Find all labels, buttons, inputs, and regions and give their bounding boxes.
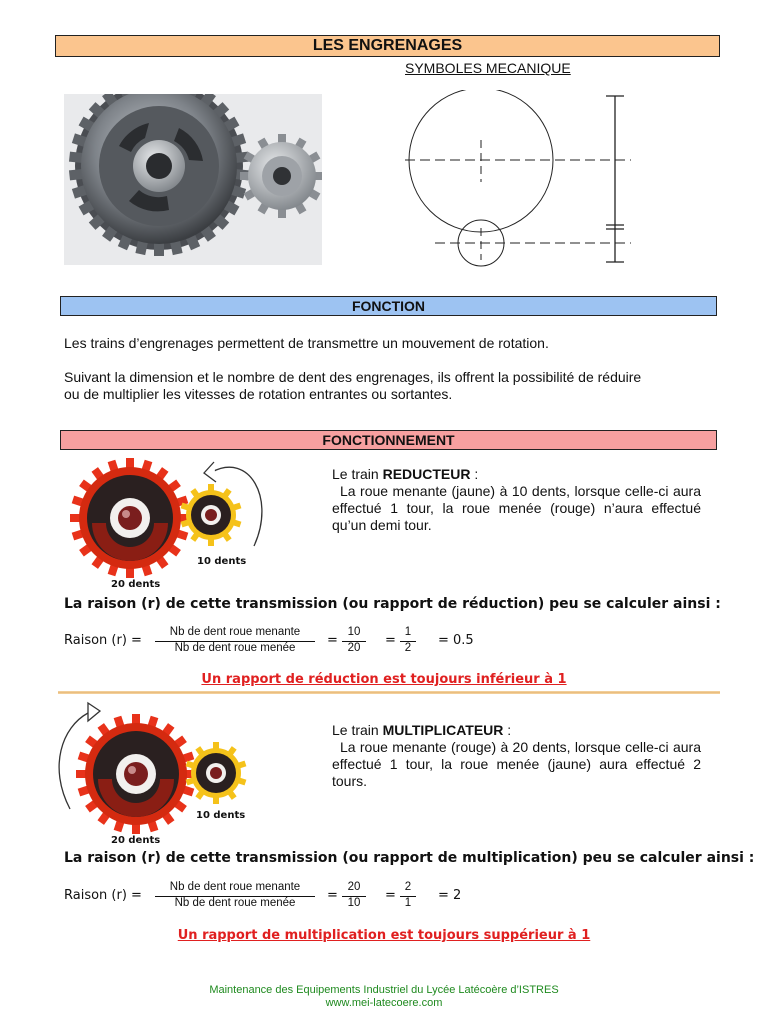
reducteur-equals-2: = <box>385 633 396 648</box>
multiplicateur-f2-num: 2 <box>404 881 412 893</box>
reducteur-result: = 0.5 <box>438 633 474 648</box>
reducteur-f1-den: 20 <box>347 642 361 654</box>
fonction-paragraph-1: Les trains d’engrenages permettent de transmettre un mouvement de rotation. <box>64 335 549 351</box>
multiplicateur-gear-figure <box>50 697 260 849</box>
multiplicateur-f1-num: 20 <box>347 881 361 893</box>
multiplicateur-f1-den: 10 <box>347 897 361 909</box>
footer-website: www.mei-latecoere.com <box>325 997 443 1009</box>
multiplicateur-raison-label: Raison (r) = <box>64 888 142 903</box>
multiplicateur-big-gear-label: 20 dents <box>111 835 161 846</box>
reducteur-text: La roue menante (jaune) à 10 dents, lorsque celle-ci aura effectué 1 tour, la roue menée (rouge) n’aura effectué qu’un demi tour. <box>332 483 701 533</box>
multiplicateur-name: MULTIPLICATEUR <box>382 722 504 738</box>
reducteur-small-gear-label: 10 dents <box>197 556 247 567</box>
reducteur-f2-num: 1 <box>404 626 412 638</box>
multiplicateur-text: La roue menante (rouge) à 20 dents, lorsque celle-ci aura effectué 1 tour, la roue menée (jaune) aura effectué 2 tours. <box>332 739 701 789</box>
reducteur-f2-den: 2 <box>404 642 412 654</box>
multiplicateur-intro: Le train <box>332 722 383 738</box>
multiplicateur-numerator: Nb de dent roue menante <box>169 881 301 893</box>
fonction-paragraph-2a: Suivant la dimension et le nombre de dent des engrenages, ils offrent la possibilité de réduire <box>64 369 642 385</box>
reducteur-raison-label: Raison (r) = <box>64 633 142 648</box>
fonction-paragraph-2b: ou de multiplier les vitesses de rotation entrantes ou sortantes. <box>64 386 453 402</box>
multiplicateur-f2-den: 1 <box>404 897 412 909</box>
footer-line-1: Maintenance des Equipements Industriel du Lycée Latécoère d’ISTRES <box>209 984 559 996</box>
reducteur-conclusion: Un rapport de réduction est toujours inférieur à 1 <box>201 672 567 687</box>
multiplicateur-equals-2: = <box>385 888 396 903</box>
symbols-subtitle: SYMBOLES MECANIQUE <box>405 60 571 76</box>
reducteur-description <box>332 466 701 534</box>
gear-photo <box>64 94 322 265</box>
multiplicateur-suffix: : <box>503 722 512 738</box>
page-title: LES ENGRENAGES <box>55 35 720 57</box>
reducteur-f1-num: 10 <box>347 626 361 638</box>
section-divider <box>58 691 720 694</box>
reducteur-gear-figure <box>64 458 270 590</box>
fonction-heading: FONCTION <box>60 296 717 316</box>
multiplicateur-result: = 2 <box>438 888 462 903</box>
reducteur-big-gear-label: 20 dents <box>111 579 161 590</box>
reducteur-question: La raison (r) de cette transmission (ou rapport de réduction) peu se calculer ainsi : <box>64 596 721 612</box>
reducteur-numerator: Nb de dent roue menante <box>169 626 301 638</box>
reducteur-name: REDUCTEUR <box>382 466 471 482</box>
reducteur-denominator: Nb de dent roue menée <box>174 642 296 654</box>
multiplicateur-description <box>332 722 701 790</box>
reducteur-equals-1: = <box>327 633 338 648</box>
fonctionnement-heading: FONCTIONNEMENT <box>60 430 717 450</box>
gear-symbol-diagram <box>395 90 640 270</box>
multiplicateur-conclusion: Un rapport de multiplication est toujours suppérieur à 1 <box>177 928 591 943</box>
multiplicateur-small-gear-label: 10 dents <box>196 810 246 821</box>
multiplicateur-denominator: Nb de dent roue menée <box>174 897 296 909</box>
reducteur-suffix: : <box>470 466 479 482</box>
multiplicateur-equals-1: = <box>327 888 338 903</box>
reducteur-intro: Le train <box>332 466 383 482</box>
multiplicateur-question: La raison (r) de cette transmission (ou rapport de multiplication) peu se calculer ainsi : <box>64 850 755 866</box>
